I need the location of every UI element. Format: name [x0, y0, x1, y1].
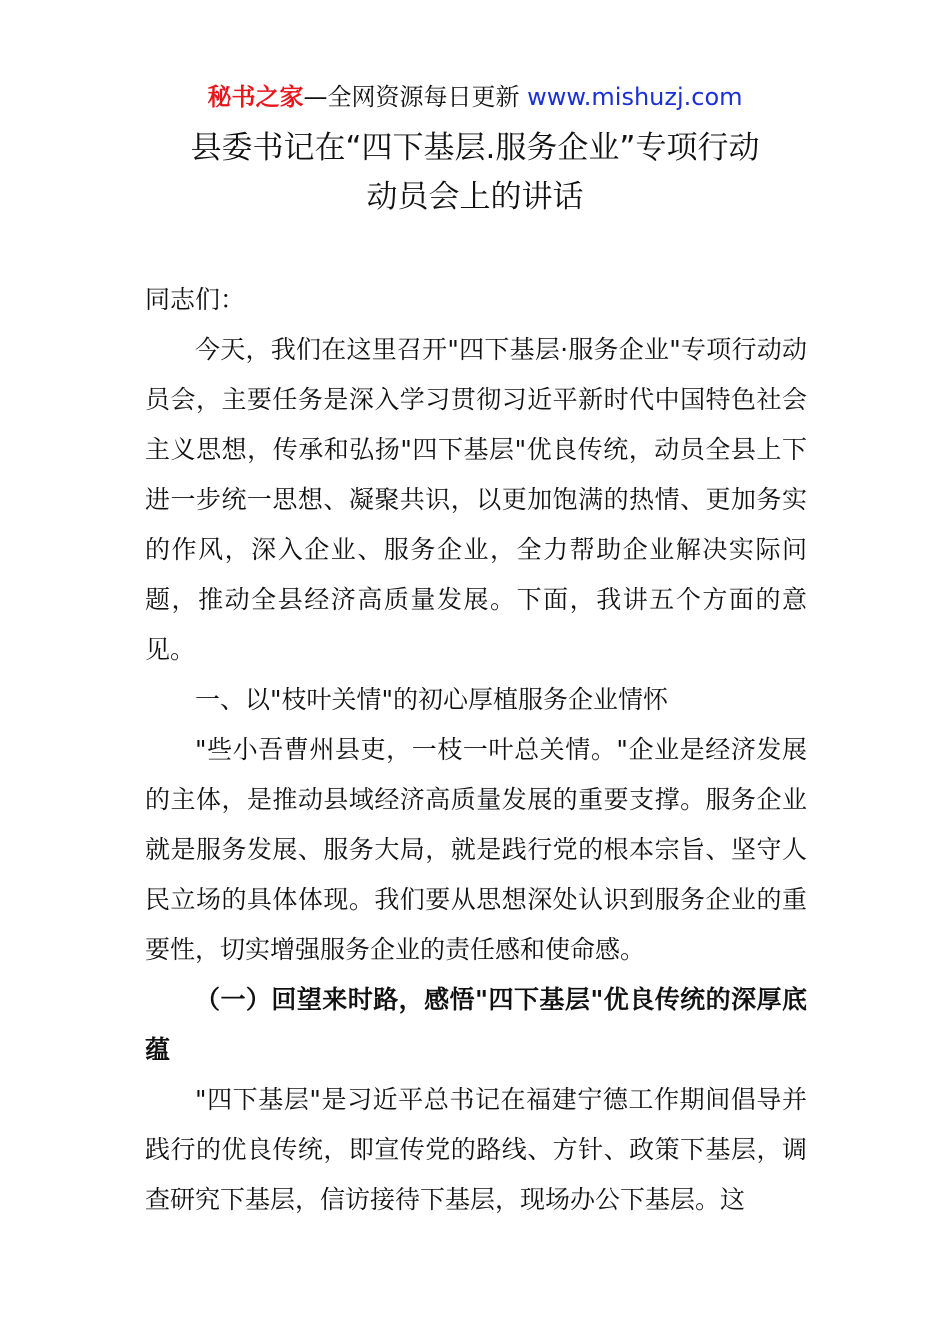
paragraph-subsection-1: "四下基层"是习近平总书记在福建宁德工作期间倡导并践行的优良传统，即宣传党的路线、方针、政策下基层，调查研究下基层，信访接待下基层，现场办公下基层。这 — [145, 1085, 807, 1214]
section-heading-1: 一、以"枝叶关情"的初心厚植服务企业情怀 — [195, 685, 668, 714]
site-banner — [0, 80, 950, 114]
salutation: 同志们： — [145, 285, 246, 314]
subheading-1: （一）回望来时路，感悟"四下基层"优良传统的深厚底蕴 — [145, 985, 807, 1064]
banner-brand: 秘书之家 — [207, 83, 304, 111]
paragraph-intro: 今天，我们在这里召开"四下基层·服务企业"专项行动动员会，主要任务是深入学习贯彻习近平新时代中国特色社会主义思想，传承和弘扬"四下基层"优良传统，动员全县上下进一步统一思想、凝聚共识，以更加饱满的热情、更加务实的作风，深入企业、服务企业，全力帮助企业解决实际问题，推动全县经济高质量发展。下面，我讲五个方面的意见。 — [145, 335, 807, 664]
document-title-line-2: 动员会上的讲话 — [366, 179, 584, 215]
paragraph-section-1: "些小吾曹州县吏，一枝一叶总关情。"企业是经济发展的主体，是推动县域经济高质量发展的重要支撑。服务企业就是服务发展、服务大局，就是践行党的根本宗旨、坚守人民立场的具体体现。我们要从思想深处认识到服务企业的重要性，切实增强服务企业的责任感和使命感。 — [145, 735, 807, 964]
document-body — [145, 275, 807, 1225]
banner-slogan: —全网资源每日更新 — [303, 83, 520, 111]
document-title-line-1: 县委书记在“四下基层.服务企业”专项行动 — [190, 130, 760, 166]
banner-url-link[interactable]: www.mishuzj.com — [527, 83, 743, 111]
